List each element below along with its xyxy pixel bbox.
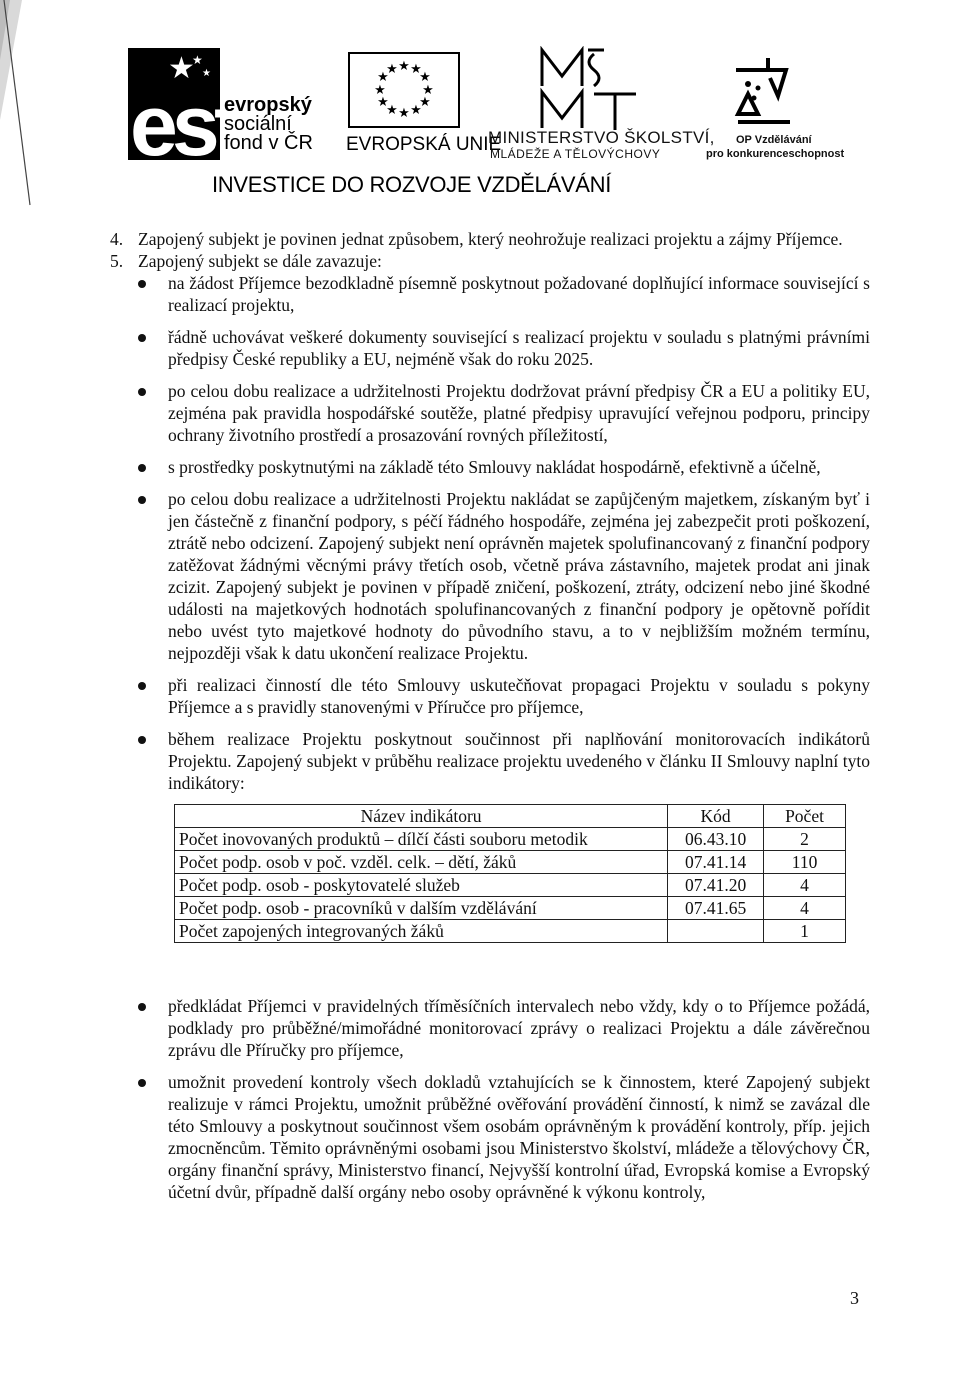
svg-text:★: ★ <box>398 106 410 121</box>
esf-logo <box>128 48 348 174</box>
esf-letters: esf <box>130 78 237 174</box>
opvk-line-2: pro konkurenceschopnost <box>706 148 845 160</box>
indicators-table <box>174 804 846 943</box>
obligations-list <box>110 272 870 794</box>
svg-text:★: ★ <box>410 62 422 77</box>
opvk-mark-icon <box>728 52 798 134</box>
point-number: 4. <box>110 229 124 249</box>
bullet-icon <box>138 736 146 744</box>
list-item: po celou dobu realizace a udržitelnosti Projektu dodržovat právní předpisy ČR a EU a politiky EU, zejména pak pravidla hospodářské soutěže, platné předpisy upravující veřejnou podporu, principy ochrany životního prostředí a prosazování rovných příležitostí, <box>110 380 870 446</box>
bullet-icon <box>138 280 146 288</box>
indicator-code: 07.41.65 <box>668 897 764 920</box>
indicator-name: Počet podp. osob - pracovníků v dalším vzdělávání <box>175 897 668 920</box>
indicator-code: 07.41.14 <box>668 851 764 874</box>
bullet-icon <box>138 388 146 396</box>
bullet-icon <box>138 334 146 342</box>
indicator-name: Počet podp. osob - poskytovatelé služeb <box>175 874 668 897</box>
point-number: 5. <box>110 251 124 271</box>
indicator-count: 4 <box>764 874 846 897</box>
msmt-mark-icon <box>536 46 646 132</box>
table-row <box>175 897 846 920</box>
eu-stars-icon <box>350 54 458 126</box>
list-item: řádně uchovávat veškeré dokumenty související s realizací projektu v souladu s platnými právními předpisy České republiky a EU, nejméně však do roku 2025. <box>110 326 870 370</box>
list-item: s prostředky poskytnutými na základě této Smlouvy nakládat hospodárně, efektivně a účelně, <box>110 456 870 478</box>
svg-text:★: ★ <box>410 103 422 118</box>
svg-text:★: ★ <box>419 70 431 85</box>
svg-text:★: ★ <box>202 68 211 79</box>
point-text: Zapojený subjekt je povinen jednat způsobem, který neohrožuje realizaci projektu a zájmy Příjemce. <box>138 229 843 249</box>
eu-logo <box>346 50 502 162</box>
list-item: při realizaci činností dle této Smlouvy uskutečňovat propagaci Projektu v souladu s pokyny Příjemce a s pravidly stanovenými v Příručce pro příjemce, <box>110 674 870 718</box>
eu-label: EVROPSKÁ UNIE <box>346 134 502 155</box>
indicator-count: 110 <box>764 851 846 874</box>
column-header: Počet <box>764 805 846 828</box>
svg-text:★: ★ <box>422 83 434 98</box>
obligations-list-continued <box>110 995 870 1203</box>
svg-text:★: ★ <box>192 53 203 67</box>
indicator-count: 2 <box>764 828 846 851</box>
list-item: umožnit provedení kontroly všech dokladů vztahujících se k činnostem, které Zapojený subjekt realizuje v rámci Projektu, umožnit průběžné ověřování provádění činností, k nimž se zavázal dle této Smlouvy a poskytnout součinnost všem osobám oprávněným k provádění kontroly, příp. jejich zmocněncům. Těmito oprávněnými osobami jsou Ministerstvo školství, mládeže a tělovýchovy ČR, orgány finanční správy, Ministerstvo financí, Nejvyšší kontrolní úřad, Evropská komise a Evropský účetní dvůr, případně další orgány nebo osoby oprávněné k výkonu kontroly, <box>110 1071 870 1203</box>
page-number: 3 <box>850 1288 859 1308</box>
list-item: předkládat Příjemci v pravidelných tříměsíčních intervalech nebo vždy, kdy o to Příjemce požádá, podklady pro průběžné/mimořádné monitorovací zprávy o realizaci Projektu a dále závěrečnou zprávu dle Příručky pro příjemce, <box>110 995 870 1061</box>
svg-text:★: ★ <box>398 59 410 74</box>
indicator-name: Počet podp. osob v poč. vzděl. celk. – dětí, žáků <box>175 851 668 874</box>
indicator-count: 4 <box>764 897 846 920</box>
list-item: během realizace Projektu poskytnout součinnost při naplňování monitorovacích indikátorů Projektu. Zapojený subjekt v průběhu realizace projektu uvedeného v článku II Smlouvy naplní tyto indikátory: <box>110 728 870 794</box>
indicator-count: 1 <box>764 920 846 943</box>
column-header: Kód <box>668 805 764 828</box>
column-header: Název indikátoru <box>175 805 668 828</box>
esf-line-2: sociální <box>224 113 292 135</box>
table-row <box>175 828 846 851</box>
bullet-icon <box>138 1079 146 1087</box>
msmt-line-2: MLÁDEŽE A TĚLOVÝCHOVY <box>490 147 661 161</box>
svg-text:★: ★ <box>168 51 195 86</box>
point-text: Zapojený subjekt se dále zavazuje: <box>138 251 382 271</box>
svg-text:★: ★ <box>386 62 398 77</box>
document-body <box>110 228 870 1203</box>
bullet-icon <box>138 496 146 504</box>
header-motto: INVESTICE DO ROZVOJE VZDĚLÁVÁNÍ <box>212 172 612 197</box>
esf-line-1: evropský <box>224 94 312 116</box>
svg-text:★: ★ <box>377 70 389 85</box>
indicator-name: Počet zapojených integrovaných žáků <box>175 920 668 943</box>
bullet-icon <box>138 464 146 472</box>
bullet-icon <box>138 682 146 690</box>
indicator-code: 06.43.10 <box>668 828 764 851</box>
msmt-logo <box>484 46 715 164</box>
svg-text:★: ★ <box>419 95 431 110</box>
indicator-name: Počet inovovaných produktů – dílčí části souboru metodik <box>175 828 668 851</box>
table-row <box>175 874 846 897</box>
svg-text:★: ★ <box>386 103 398 118</box>
msmt-line-1: MINISTERSTVO ŠKOLSTVÍ, <box>488 128 715 147</box>
esf-text <box>224 96 313 153</box>
indicator-code <box>668 920 764 943</box>
list-item: po celou dobu realizace a udržitelnosti Projektu nakládat se zapůjčeným majetkem, získaným byť i jen částečně z finanční podpory, s péčí řádného hospodáře, zejména jej zabezpečit proti poškození, ztrátě nebo odcizení. Zapojený subjekt není oprávněn majetek spolufinancovaný z finanční podpory zatěžovat žádnými věcnými právy třetích osob, včetně práva zástavního, majetek prodat ani jinak zcizit. Zapojený subjekt je povinen v případě zničení, poškození, ztráty, odcizení nebo jiné škodné události na majetkových hodnotách spolufinancovaných z finanční podpory je opětovně pořídit nebo uvést tyto majetkové hodnoty do původního stavu, a to v nejbližším možném termínu, nejpozději však k datu ukončení realizace Projektu. <box>110 488 870 664</box>
numbered-point-5 <box>110 250 870 272</box>
scan-shadow <box>0 0 80 210</box>
list-item: na žádost Příjemce bezodkladně písemně poskytnout požadované doplňující informace související s realizací projektu, <box>110 272 870 316</box>
esf-line-3: fond v ČR <box>224 132 313 154</box>
eu-flag <box>348 52 460 128</box>
bullet-icon <box>138 1003 146 1011</box>
table-row <box>175 851 846 874</box>
indicator-code: 07.41.20 <box>668 874 764 897</box>
opvk-logo <box>702 52 852 164</box>
table-row <box>175 920 846 943</box>
numbered-point-4 <box>110 228 870 250</box>
svg-text:★: ★ <box>374 83 386 98</box>
svg-text:★: ★ <box>377 95 389 110</box>
table-header-row <box>175 805 846 828</box>
opvk-line-1: OP Vzdělávání <box>736 134 812 146</box>
